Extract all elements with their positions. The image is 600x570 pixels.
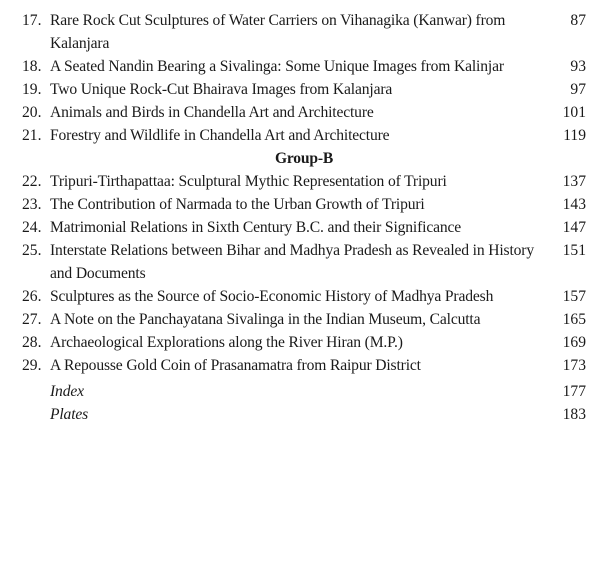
chapter-number: 27. — [22, 311, 42, 328]
page-number: 169 — [562, 334, 586, 351]
chapter-number: 29. — [22, 357, 42, 374]
chapter-number: 17. — [22, 12, 42, 29]
group-heading: Group-B — [274, 150, 334, 167]
toc-entry-19 — [22, 78, 586, 101]
chapter-number: 20. — [22, 104, 42, 121]
toc-entry-25 — [22, 239, 586, 285]
back-matter-title: Index — [50, 383, 84, 400]
chapter-title: A Seated Nandin Bearing a Sivalinga: Some Unique Images from Kalinjar — [50, 58, 504, 75]
toc-entry-23 — [22, 193, 586, 216]
chapter-title: Animals and Birds in Chandella Art and Architecture — [50, 104, 374, 121]
page-number: 151 — [562, 242, 586, 259]
page-number: 173 — [562, 357, 586, 374]
toc-entry-18 — [22, 55, 586, 78]
page-number: 93 — [570, 58, 586, 75]
page-number: 101 — [562, 104, 586, 121]
page-number: 119 — [563, 127, 586, 144]
page-number: 157 — [562, 288, 586, 305]
toc-entry-24 — [22, 216, 586, 239]
page-number: 177 — [562, 383, 586, 400]
chapter-title: Interstate Relations between Bihar and Madhya Pradesh as Revealed in History and Documents — [50, 242, 534, 282]
page-number: 137 — [562, 173, 586, 190]
page-number: 165 — [562, 311, 586, 328]
toc-entry-17 — [22, 9, 586, 55]
chapter-number: 18. — [22, 58, 42, 75]
toc-entry-21 — [22, 124, 586, 147]
toc-entry-28 — [22, 331, 586, 354]
chapter-title: A Note on the Panchayatana Sivalinga in the Indian Museum, Calcutta — [50, 311, 481, 328]
back-matter-title: Plates — [50, 406, 89, 423]
table-of-contents — [22, 9, 586, 426]
toc-entry-27 — [22, 308, 586, 331]
toc-entry-26 — [22, 285, 586, 308]
chapter-number: 19. — [22, 81, 42, 98]
toc-entry-22 — [22, 170, 586, 193]
chapter-number: 28. — [22, 334, 42, 351]
toc-entry-index — [22, 380, 586, 403]
chapter-number: 23. — [22, 196, 42, 213]
chapter-number: 26. — [22, 288, 42, 305]
page-number: 143 — [562, 196, 586, 213]
chapter-title: Rare Rock Cut Sculptures of Water Carriers on Vihanagika (Kanwar) from Kalanjara — [50, 12, 506, 52]
page-number: 97 — [570, 81, 586, 98]
chapter-title: Sculptures as the Source of Socio-Economic History of Madhya Pradesh — [50, 288, 494, 305]
toc-entry-20 — [22, 101, 586, 124]
toc-entry-29 — [22, 354, 586, 377]
toc-entry-plates — [22, 403, 586, 426]
chapter-title: A Repousse Gold Coin of Prasanamatra from Raipur District — [50, 357, 421, 374]
chapter-title: The Contribution of Narmada to the Urban Growth of Tripuri — [50, 196, 425, 213]
page-number: 87 — [570, 12, 586, 29]
chapter-title: Matrimonial Relations in Sixth Century B.C. and their Significance — [50, 219, 462, 236]
chapter-number: 25. — [22, 242, 42, 259]
page-number: 183 — [562, 406, 586, 423]
chapter-number: 24. — [22, 219, 42, 236]
chapter-number: 21. — [22, 127, 42, 144]
chapter-title: Two Unique Rock-Cut Bhairava Images from Kalanjara — [50, 81, 393, 98]
chapter-title: Forestry and Wildlife in Chandella Art and Architecture — [50, 127, 390, 144]
page-number: 147 — [562, 219, 586, 236]
chapter-title: Tripuri-Tirthapattaa: Sculptural Mythic Representation of Tripuri — [50, 173, 447, 190]
chapter-number: 22. — [22, 173, 42, 190]
chapter-title: Archaeological Explorations along the River Hiran (M.P.) — [50, 334, 403, 351]
